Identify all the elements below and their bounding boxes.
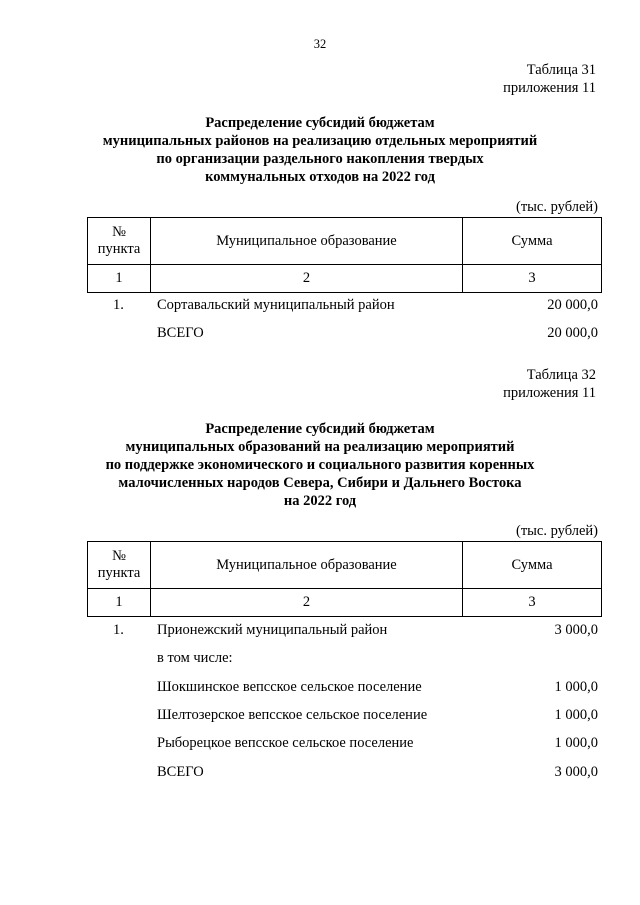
table32-caption-line2: приложения 11 — [503, 385, 596, 401]
colnum-cell: 2 — [151, 589, 463, 617]
table31-header-row — [88, 218, 602, 265]
table32-title — [60, 420, 580, 510]
header-name-cell: Муниципальное образование — [151, 542, 463, 589]
header-num-symbol: № — [112, 224, 126, 240]
table32-row-name: Шокшинское вепсское сельское поселение — [157, 679, 422, 695]
table32-title-line: Распределение субсидий бюджетам — [205, 421, 435, 437]
colnum-cell: 3 — [463, 265, 602, 293]
table31-row-amount: 20 000,0 — [547, 297, 598, 313]
table31-title-line: коммунальных отходов на 2022 год — [205, 169, 435, 185]
table31-colnum-row — [88, 265, 602, 293]
table32-row-num: 1. — [113, 622, 124, 638]
table31-caption-line1: Таблица 31 — [526, 62, 596, 78]
header-num-label: пункта — [97, 565, 141, 581]
table32-row-name: Рыборецкое вепсское сельское поселение — [157, 735, 414, 751]
table32-title-line: на 2022 год — [283, 493, 357, 509]
table32-row-amount: 1 000,0 — [554, 707, 598, 723]
table31-total-amount: 20 000,0 — [547, 325, 598, 341]
header-sum-cell: Сумма — [463, 218, 602, 265]
table31-caption — [503, 61, 596, 97]
table32-colnum-row — [88, 589, 602, 617]
table32-header-row — [88, 542, 602, 589]
colnum-cell: 2 — [151, 265, 463, 293]
table32-row-name: в том числе: — [157, 650, 233, 666]
table31-header — [87, 217, 602, 293]
header-name-cell: Муниципальное образование — [151, 218, 463, 265]
table31-total-label: ВСЕГО — [157, 325, 204, 341]
colnum-cell: 3 — [463, 589, 602, 617]
header-num-cell — [88, 218, 151, 265]
table32-total-amount: 3 000,0 — [554, 764, 598, 780]
table31-caption-line2: приложения 11 — [503, 80, 596, 96]
table32-row-amount: 1 000,0 — [554, 735, 598, 751]
header-num-cell — [88, 542, 151, 589]
table32-row-name: Прионежский муниципальный район — [157, 622, 388, 638]
table31-row-name: Сортавальский муниципальный район — [157, 297, 395, 313]
header-sum-cell: Сумма — [463, 542, 602, 589]
table32-total-label: ВСЕГО — [157, 764, 204, 780]
table31-unit: (тыс. рублей) — [516, 199, 598, 215]
table31-title-line: по организации раздельного накопления твердых — [156, 151, 484, 167]
table32-title-line: муниципальных образований на реализацию мероприятий — [125, 439, 515, 455]
table32-title-line: малочисленных народов Севера, Сибири и Дальнего Востока — [118, 475, 522, 491]
table32-header — [87, 541, 602, 617]
table32-unit: (тыс. рублей) — [516, 523, 598, 539]
colnum-cell: 1 — [88, 589, 151, 617]
header-num-label: пункта — [97, 241, 141, 257]
table32-row-amount: 3 000,0 — [554, 622, 598, 638]
table32-caption — [503, 366, 596, 402]
header-num-symbol: № — [112, 548, 126, 564]
table31-title — [60, 114, 580, 186]
table32-row-amount: 1 000,0 — [554, 679, 598, 695]
table32-caption-line1: Таблица 32 — [526, 367, 596, 383]
table32-row-name: Шелтозерское вепсское сельское поселение — [157, 707, 428, 723]
table31-title-line: Распределение субсидий бюджетам — [205, 115, 435, 131]
page-number: 32 — [313, 37, 327, 51]
colnum-cell: 1 — [88, 265, 151, 293]
table31-title-line: муниципальных районов на реализацию отдельных мероприятий — [102, 133, 538, 149]
table32-title-line: по поддержке экономического и социального развития коренных — [105, 457, 535, 473]
table31-row-num: 1. — [113, 297, 124, 313]
